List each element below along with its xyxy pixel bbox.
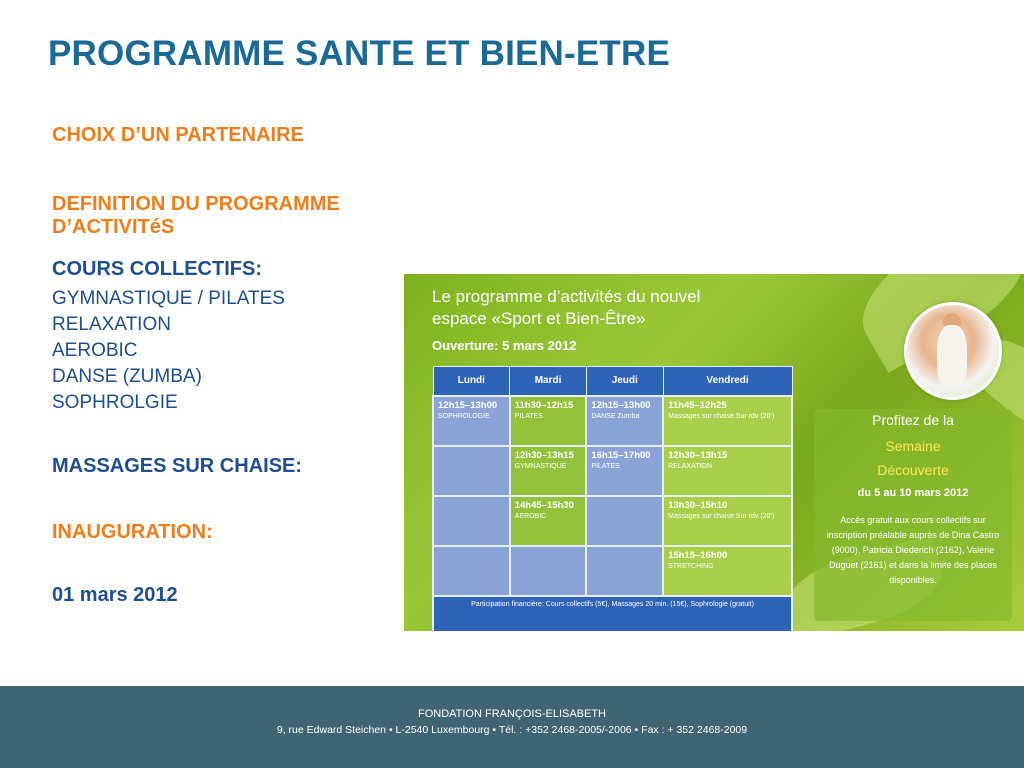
heading-cours-collectifs: COURS COLLECTIFS: (52, 258, 262, 280)
page-title: PROGRAMME SANTE ET BIEN-ETRE (48, 34, 671, 73)
list-item: DANSE (ZUMBA) (52, 366, 202, 387)
schedule-cell: 12h15–13h00 DANSE Zumba (586, 396, 663, 446)
day-header-jeudi: Jeudi (586, 367, 663, 396)
day-header-lundi: Lundi (433, 367, 510, 396)
schedule-cell: 12h30–13h15 GYMNASTIQUE (510, 446, 587, 496)
participation-note: Participation financière: Cours collectifs (5€), Massages 20 min. (15€), Sophrologie (gratuit) (433, 596, 792, 632)
day-header-vendredi: Vendredi (663, 367, 792, 396)
person-body-shape (937, 325, 967, 385)
promo-line: Semaine (885, 438, 941, 454)
flyer-heading-line: espace «Sport et Bien-Être» (432, 309, 646, 328)
promo-details: Accès gratuit aux cours collectifs sur inscription préalable auprès de Dina Castro (9000), Patricia Diederich (2162), Valérie Duguet (2161) et dans la limite des places disponibles. (826, 515, 1000, 585)
flyer-heading-line: Le programme d’activités du nouvel (432, 287, 701, 306)
inauguration-date: 01 mars 2012 (52, 584, 178, 606)
schedule-cell (586, 496, 663, 546)
activity-flyer-image (404, 274, 1024, 631)
list-item: GYMNASTIQUE / PILATES (52, 288, 285, 309)
table-row (433, 446, 792, 496)
schedule-cell: 11h30–12h15 PILATES (510, 396, 587, 446)
schedule-cell (433, 496, 510, 546)
footer-address: 9, rue Edward Steichen • L-2540 Luxembourg • Tél. : +352 2468-2005/-2006 • Fax : + 352 2468-2009 (276, 724, 748, 736)
schedule-cell (510, 546, 587, 596)
table-row (433, 396, 792, 446)
promo-box (814, 409, 1012, 621)
schedule-cell: 14h45–15h30 AEROBIC (510, 496, 587, 546)
yoga-photo (904, 302, 1002, 400)
flyer-opening-date: Ouverture: 5 mars 2012 (432, 338, 577, 353)
promo-dates: du 5 au 10 mars 2012 (857, 487, 969, 499)
flyer-heading (432, 286, 700, 330)
promo-line: Découverte (877, 462, 949, 478)
schedule-cell: 12h30–13h15 RELAXATION (663, 446, 792, 496)
schedule-cell (586, 546, 663, 596)
table-row (433, 546, 792, 596)
schedule-cell: 16h15–17h00 PILATES (586, 446, 663, 496)
heading-choix-partenaire: CHOIX D’UN PARTENAIRE (52, 124, 304, 146)
list-item: AEROBIC (52, 340, 138, 361)
footer (0, 686, 1024, 768)
heading-massages: MASSAGES SUR CHAISE: (52, 455, 303, 477)
schedule-cell (433, 546, 510, 596)
list-item: RELAXATION (52, 314, 171, 335)
footer-organization: FONDATION FRANÇOIS-ELISABETH (417, 708, 607, 720)
cours-list (52, 286, 285, 416)
heading-definition-programme: DEFINITION DU PROGRAMME D’ACTIVITéS (52, 193, 340, 238)
table-row (433, 496, 792, 546)
list-item: SOPHROLGIE (52, 392, 178, 413)
heading-inauguration: INAUGURATION: (52, 521, 213, 543)
schedule-cell: 15h15–16h00 STRETCHING (663, 546, 792, 596)
schedule-cell: 13h30–15h10 Massages sur chaise Sur rdv (20’) (663, 496, 792, 546)
promo-line: Profitez de la (872, 412, 954, 428)
table-row (433, 596, 792, 632)
schedule-cell (433, 446, 510, 496)
day-header-mardi: Mardi (510, 367, 587, 396)
schedule-cell: 11h45–12h25 Massages sur chaise Sur rdv (20’) (663, 396, 792, 446)
schedule-table (432, 366, 793, 631)
schedule-cell: 12h15–13h00 SOPHROLOGIE (433, 396, 510, 446)
